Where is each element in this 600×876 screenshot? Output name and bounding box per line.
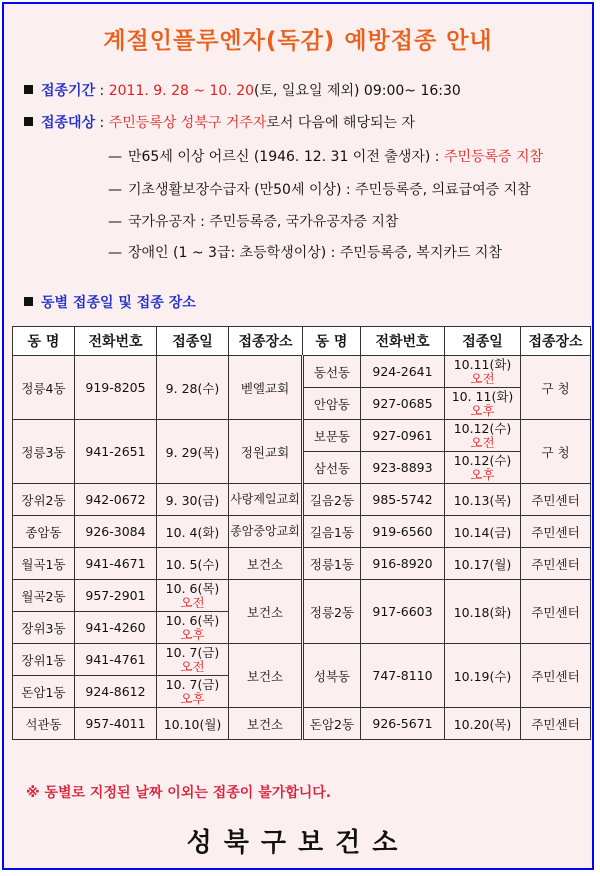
bullet-icon	[24, 117, 33, 126]
bullet-icon	[24, 85, 33, 94]
condition-item: — 만65세 이상 어르신 (1946. 12. 31 이전 출생자) : 주민등록증 지참	[108, 149, 544, 165]
condition-item: — 기초생활보장수급자 (만50세 이상) : 주민등록증, 의료급여증 지참	[108, 182, 531, 198]
dash-icon: —	[108, 149, 122, 165]
condition-item: — 장애인 (1 ~ 3급: 초등학생이상) : 주민등록증, 복지카드 지참	[108, 245, 502, 261]
dash-icon: —	[108, 214, 122, 230]
table-row: 종암동 926-3084 10. 4(화) 종암중앙교회 길음1동 919-6560 10.14(금) 주민센터	[13, 516, 591, 548]
table-row: 삼선동 923-8893 10.12(수) 오후	[13, 452, 591, 484]
table-row: 정릉4동 919-8205 9. 28(수) 벧엘교회 동선동 924-2641 10.11(화) 오전 구 청	[13, 356, 591, 388]
table-row: 돈암1동 924-8612 10. 7(금) 오후	[13, 676, 591, 708]
bullet-icon	[24, 297, 33, 306]
period-value: 2011. 9. 28 ~ 10. 20	[108, 83, 255, 99]
page-title: 계절인플루엔자(독감) 예방접종 안내	[103, 28, 493, 54]
table-row: 월곡2동 957-2901 10. 6(목) 오전 보건소 정릉2동 917-6603 10.18(화) 주민센터	[13, 580, 591, 612]
table-row: 월곡1동 941-4671 10. 5(수) 보건소 정릉1동 916-8920 10.17(월) 주민센터	[13, 548, 591, 580]
schedule-table	[12, 326, 591, 740]
table-header: 동 명 전화번호 접종일 접종장소 동 명 전화번호 접종일 접종장소	[13, 327, 591, 356]
section-heading: 동별 접종일 및 접종 장소	[24, 292, 196, 312]
footer-organization: 성북구보건소	[186, 828, 410, 858]
notice-text: ※ 동별로 지정된 날짜 이외는 접종이 불가합니다.	[26, 785, 332, 801]
target-value: 주민등록상 성북구 거주자	[108, 115, 267, 131]
target-line: 접종대상 : 주민등록상 성북구 거주자로서 다음에 해당되는 자	[24, 112, 415, 132]
table-row: 장위2동 942-0672 9. 30(금) 사랑제일교회 길음2동 985-5742 10.13(목) 주민센터	[13, 484, 591, 516]
table-row: 장위1동 941-4761 10. 7(금) 오전 보건소 성북동 747-8110 10.19(수) 주민센터	[13, 644, 591, 676]
table-row: 안암동 927-0685 10. 11(화) 오후	[13, 388, 591, 420]
notice-page	[2, 2, 594, 870]
table-row: 석관동 957-4011 10.10(월) 보건소 돈암2동 926-5671 10.20(목) 주민센터	[13, 708, 591, 740]
period-line: 접종기간 : 2011. 9. 28 ~ 10. 20(토, 일요일 제외) 09:00~ 16:30	[24, 80, 461, 100]
target-note: 로서 다음에 해당되는 자	[266, 115, 415, 131]
dash-icon: —	[108, 245, 122, 261]
target-label: 접종대상	[41, 115, 96, 131]
dash-icon: —	[108, 182, 122, 198]
condition-item: — 국가유공자 : 주민등록증, 국가유공자증 지참	[108, 214, 399, 230]
table-row: 장위3동 941-4260 10. 6(목) 오후	[13, 612, 591, 644]
table-row: 정릉3동 941-2651 9. 29(목) 정원교회 보문동 927-0961 10.12(수) 오전 구 청	[13, 420, 591, 452]
period-note: (토, 일요일 제외) 09:00~ 16:30	[254, 83, 461, 99]
period-label: 접종기간	[41, 83, 96, 99]
